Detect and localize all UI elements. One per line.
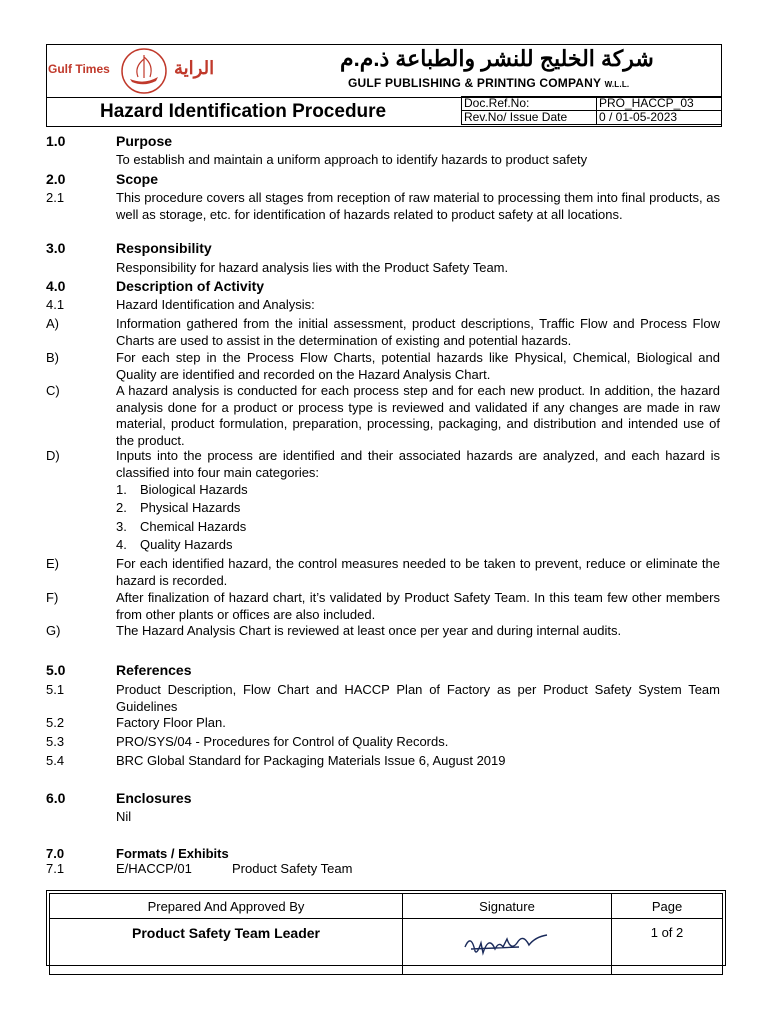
item-e-text: For each identified hazard, the control measures needed to be taken to prevent, reduce or eliminate the hazard is recorded. (116, 556, 720, 588)
item-c-text: A hazard analysis is conducted for each process step and for each new product. In addition, the hazard analysis done for a product or process type is reviewed and validated if any changes are made in raw material, product formulation, preparation, processing, packaging, and distribution and intended use of the product. (116, 383, 720, 448)
responsibility-text: Responsibility for hazard analysis lies with the Product Safety Team. (116, 260, 509, 275)
reference-number: 5.3 (46, 734, 65, 749)
section-heading-formats: Formats / Exhibits (116, 846, 229, 861)
section-heading-enclosures: Enclosures (116, 790, 192, 806)
section-number: 7.0 (46, 846, 65, 861)
reference-number: 5.1 (46, 682, 65, 697)
page-value: 1 of 2 (612, 919, 723, 975)
rev-label: Rev.No/ Issue Date (462, 111, 597, 125)
item-label: B) (46, 350, 59, 365)
section-number: 1.0 (46, 133, 66, 149)
company-suffix: W.L.L. (604, 80, 630, 89)
section-number: 6.0 (46, 790, 66, 806)
list-text: Chemical Hazards (140, 519, 247, 534)
reference-number: 5.4 (46, 753, 65, 768)
list-text: Quality Hazards (140, 537, 233, 552)
prepared-value: Product Safety Team Leader (50, 919, 403, 975)
purpose-text: To establish and maintain a uniform approach to identify hazards to product safety (116, 152, 588, 167)
item-label: E) (46, 556, 59, 571)
section-heading-references: References (116, 662, 192, 678)
item-label: F) (46, 590, 59, 605)
item-label: D) (46, 448, 60, 463)
item-f-text: After finalization of hazard chart, it’s validated by Product Safety Team. In this team few other members from other plants or offices are also included. (116, 590, 720, 622)
item-label: C) (46, 383, 60, 398)
gulf-times-logo: Gulf Times (48, 62, 110, 76)
format-description: Product Safety Team (232, 861, 353, 876)
doc-ref-label: Doc.Ref.No: (462, 97, 597, 111)
company-name-text: GULF PUBLISHING & PRINTING COMPANY (348, 76, 602, 90)
section-number: 4.0 (46, 278, 66, 294)
section-number: 2.0 (46, 171, 66, 187)
dhow-logo-icon (120, 47, 168, 95)
prepared-label: Prepared And Approved By (50, 894, 403, 919)
list-number: 3. (116, 519, 127, 534)
company-name-arabic: شركة الخليج للنشر والطباعة ذ.م.م (340, 46, 654, 71)
list-item (116, 537, 232, 552)
reference-number: 5.2 (46, 715, 65, 730)
list-text: Physical Hazards (140, 500, 241, 515)
item-label: A) (46, 316, 59, 331)
approval-table (49, 893, 723, 975)
enclosures-text: Nil (116, 809, 132, 824)
item-a-text: Information gathered from the initial assessment, product descriptions, Traffic Flow and Process Flow Charts are used to assist in the determination of existing and potential hazards. (116, 316, 720, 348)
section-number: 5.0 (46, 662, 66, 678)
list-number: 1. (116, 482, 127, 497)
rev-value: 0 / 01-05-2023 (597, 111, 722, 125)
reference-text: PRO/SYS/04 - Procedures for Control of Quality Records. (116, 734, 449, 749)
section-heading-scope: Scope (116, 171, 159, 187)
section-heading-description: Description of Activity (116, 278, 265, 294)
list-number: 2. (116, 500, 127, 515)
doc-ref-value: PRO_HACCP_03 (597, 97, 722, 111)
subsection-number: 4.1 (46, 297, 65, 312)
reference-text: Factory Floor Plan. (116, 715, 226, 730)
item-b-text: For each step in the Process Flow Charts, potential hazards like Physical, Chemical, Biological and Quality are identified and recorded on the Hazard Analysis Chart. (116, 350, 720, 382)
company-name-english (348, 76, 629, 90)
signature-image (457, 925, 557, 961)
document-title: Hazard Identification Procedure (100, 101, 387, 122)
item-label: G) (46, 623, 61, 638)
reference-text: BRC Global Standard for Packaging Materials Issue 6, August 2019 (116, 753, 506, 768)
section-heading-purpose: Purpose (116, 133, 173, 149)
section-heading-responsibility: Responsibility (116, 240, 212, 256)
document-meta-table (461, 96, 722, 125)
list-number: 4. (116, 537, 127, 552)
item-d-text: Inputs into the process are identified and their associated hazards are analyzed, and each hazard is classified into four main categories: (116, 448, 720, 480)
reference-text: Product Description, Flow Chart and HACCP Plan of Factory as per Product Safety System Team Guidelines (116, 682, 720, 714)
signature-cell (403, 919, 612, 975)
list-item (116, 519, 246, 534)
subsection-number: 2.1 (46, 190, 65, 205)
list-item (116, 500, 240, 515)
list-text: Biological Hazards (140, 482, 248, 497)
format-code: E/HACCP/01 (116, 861, 192, 876)
page-label: Page (612, 894, 723, 919)
subsection-number: 7.1 (46, 861, 65, 876)
al-raya-logo: الراية (174, 58, 215, 78)
list-item (116, 482, 248, 497)
scope-text: This procedure covers all stages from reception of raw material to processing them into final products, as well as storage, etc. for identification of hazards related to product safety at all locations. (116, 190, 720, 222)
item-g-text: The Hazard Analysis Chart is reviewed at least once per year and during internal audits. (116, 623, 622, 638)
section-number: 3.0 (46, 240, 66, 256)
subsection-text: Hazard Identification and Analysis: (116, 297, 315, 312)
signature-label: Signature (403, 894, 612, 919)
